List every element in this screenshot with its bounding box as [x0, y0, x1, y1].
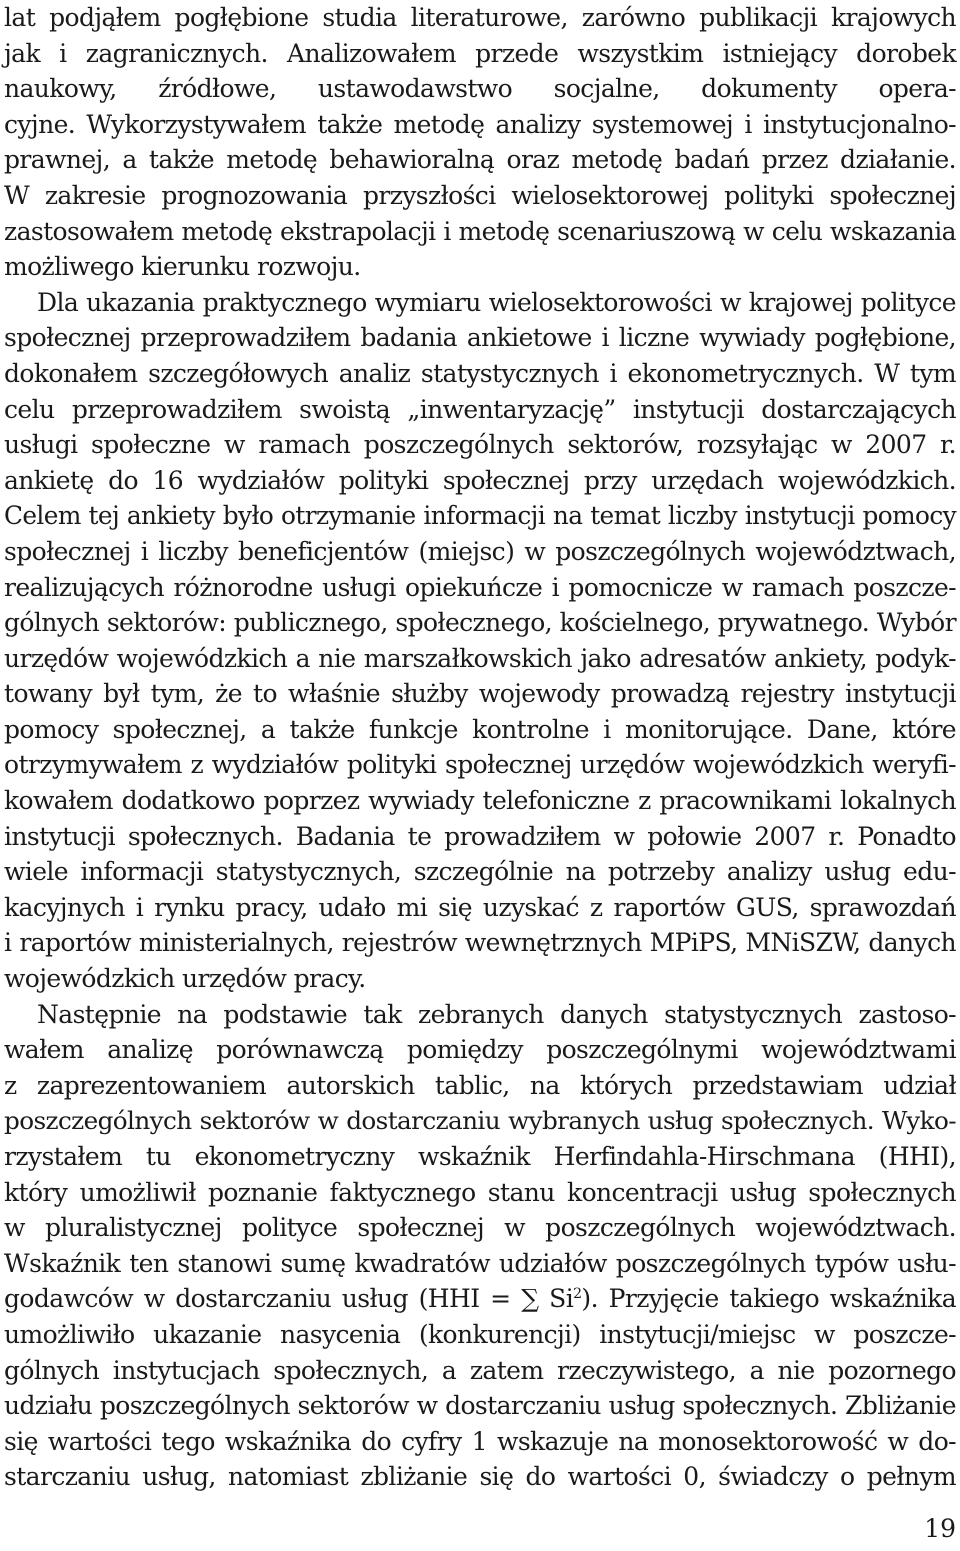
- text-line: z zaprezentowaniem autorskich tablic, na których przedstawiam udział: [4, 1070, 956, 1100]
- text-line: zastosowałem metodę ekstrapolacji i metodę scenariuszową w celu wskazania: [4, 216, 956, 246]
- text-line: wałem analizę porównawczą pomiędzy poszczególnymi województwami: [4, 1035, 956, 1065]
- text-line: naukowy, źródłowe, ustawodawstwo socjalne, dokumenty opera-: [4, 74, 956, 104]
- text-line: gólnych sektorów: publicznego, społecznego, kościelnego, prywatnego. Wybór: [4, 608, 956, 638]
- formula-superscript: 2: [573, 1286, 582, 1303]
- text-line: ankietę do 16 wydziałów polityki społecznej przy urzędach wojewódzkich.: [4, 465, 956, 495]
- text-line: starczaniu usług, natomiast zbliżanie się do wartości 0, świadczy o pełnym: [4, 1462, 956, 1492]
- text-line: wiele informacji statystycznych, szczególnie na potrzeby analizy usług edu-: [4, 857, 956, 887]
- text-line: celu przeprowadziłem swoistą „inwentaryzację” instytucji dostarczających: [4, 394, 956, 424]
- page-number: 19: [924, 1514, 956, 1543]
- text-line: prawnej, a także metodę behawioralną oraz metodę badań przez działanie.: [4, 145, 956, 175]
- formula-line: [4, 1281, 956, 1317]
- text-line: cyjne. Wykorzystywałem także metodę analizy systemowej i instytucjonalno-: [4, 109, 956, 139]
- text-line: społecznej przeprowadziłem badania ankietowe i liczne wywiady pogłębione,: [4, 323, 956, 353]
- text-line: pomocy społecznej, a także funkcje kontrolne i monitorujące. Dane, które: [4, 714, 956, 744]
- text-line: Celem tej ankiety było otrzymanie informacji na temat liczby instytucji pomocy: [4, 501, 956, 531]
- text-line: W zakresie prognozowania przyszłości wielosektorowej polityki społecznej: [4, 180, 956, 210]
- text-line: towany był tym, że to właśnie służby wojewody prowadzą rejestry instytucji: [4, 679, 956, 709]
- text-line: instytucji społecznych. Badania te prowadziłem w połowie 2007 r. Ponadto: [4, 821, 956, 851]
- text-line: i raportów ministerialnych, rejestrów wewnętrznych MPiPS, MNiSZW, danych: [4, 928, 956, 958]
- text-line: wojewódzkich urzędów pracy.: [4, 964, 366, 994]
- text-line: usługi społeczne w ramach poszczególnych sektorów, rozsyłając w 2007 r.: [4, 430, 956, 460]
- text-line: możliwego kierunku rozwoju.: [4, 252, 361, 282]
- body-text: [4, 0, 956, 1495]
- text-line: Wskaźnik ten stanowi sumę kwadratów udziałów poszczególnych typów usłu-: [4, 1248, 956, 1278]
- formula-text: godawców w dostarczaniu usług (HHI = ∑ Si: [4, 1284, 574, 1314]
- text-line: jak i zagranicznych. Analizowałem przede wszystkim istniejący dorobek: [4, 38, 956, 68]
- text-line: w pluralistycznej polityce społecznej w poszczególnych województwach.: [4, 1213, 956, 1243]
- text-line: gólnych instytucjach społecznych, a zatem rzeczywistego, a nie pozornego: [4, 1355, 956, 1385]
- paragraph-first-line: Następnie na podstawie tak zebranych danych statystycznych zastoso-: [37, 999, 956, 1029]
- text-line: który umożliwił poznanie faktycznego stanu koncentracji usług społecznych: [4, 1177, 956, 1207]
- text-line: kacyjnych i rynku pracy, udało mi się uzyskać z raportów GUS, sprawozdań: [4, 892, 956, 922]
- text-line: dokonałem szczegółowych analiz statystycznych i ekonometrycznych. W tym: [4, 358, 956, 388]
- paragraph-first-line: Dla ukazania praktycznego wymiaru wielosektorowości w krajowej polityce: [37, 287, 956, 317]
- text-line: się wartości tego wskaźnika do cyfry 1 wskazuje na monosektorowość w do-: [4, 1426, 956, 1456]
- text-line: urzędów wojewódzkich a nie marszałkowskich jako adresatów ankiety, podyk-: [4, 643, 956, 673]
- text-line: społecznej i liczby beneficjentów (miejsc) w poszczególnych województwach,: [4, 536, 956, 566]
- text-line: umożliwiło ukazanie nasycenia (konkurencji) instytucji/miejsc w poszcze-: [4, 1319, 956, 1349]
- text-line: lat podjąłem pogłębione studia literaturowe, zarówno publikacji krajowych: [4, 3, 956, 32]
- text-line: poszczególnych sektorów w dostarczaniu wybranych usług społecznych. Wyko-: [4, 1106, 956, 1136]
- text-line: rzystałem tu ekonometryczny wskaźnik Herfindahla-Hirschmana (HHI),: [4, 1142, 956, 1171]
- text-line: realizujących różnorodne usługi opiekuńcze i pomocnicze w ramach poszcze-: [4, 572, 956, 602]
- formula-tail: ). Przyjęcie takiego wskaźnika: [581, 1284, 956, 1314]
- text-line: udziału poszczególnych sektorów w dostarczaniu usług społecznych. Zbliżanie: [4, 1391, 956, 1421]
- text-line: otrzymywałem z wydziałów polityki społecznej urzędów wojewódzkich weryfi-: [4, 750, 956, 780]
- text-line: kowałem dodatkowo poprzez wywiady telefoniczne z pracownikami lokalnych: [4, 786, 956, 816]
